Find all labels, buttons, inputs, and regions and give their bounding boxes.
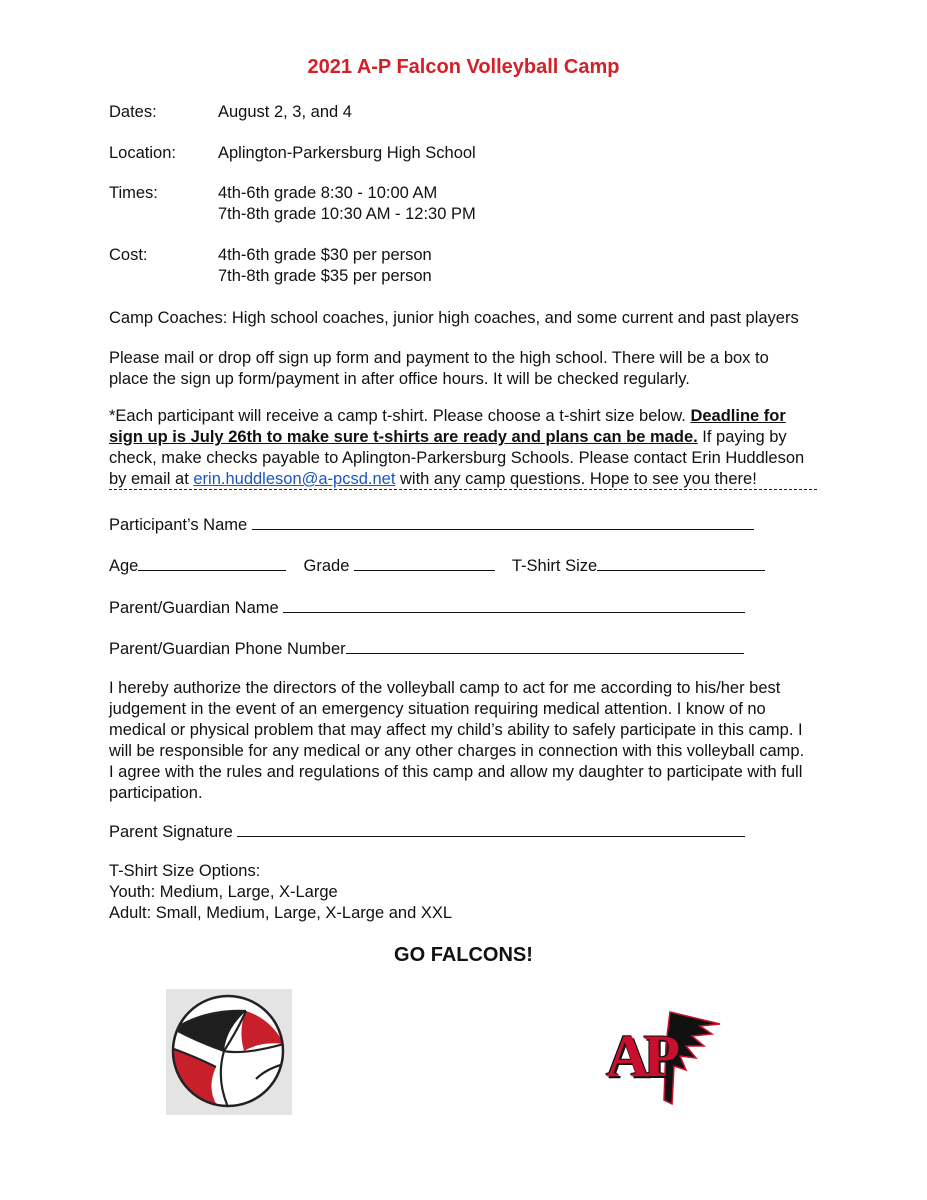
participant-name-row xyxy=(109,513,754,535)
signature-label: Parent Signature xyxy=(109,823,238,841)
tshirt-line-4-post: with any camp questions. Hope to see you there! xyxy=(395,470,757,488)
dates-label: Dates: xyxy=(109,103,157,121)
tshirt-line-3: check, make checks payable to Aplington-Parkersburg Schools. Please contact Erin Huddleson xyxy=(109,449,805,467)
tshirt-size-label: T-Shirt Size xyxy=(511,557,598,575)
dates-value: August 2, 3, and 4 xyxy=(218,103,352,121)
age-label: Age xyxy=(109,557,139,575)
mail-line-1: Please mail or drop off sign up form and payment to the high school. There will be a box to xyxy=(109,349,769,367)
signature-row xyxy=(109,820,745,842)
page-title: 2021 A-P Falcon Volleyball Camp xyxy=(307,56,620,78)
parent-name-row xyxy=(109,596,745,618)
participant-name-label: Participant’s Name xyxy=(109,516,252,534)
youth-sizes: Youth: Medium, Large, X-Large xyxy=(109,883,338,901)
waiver-line-4: will be responsible for any medical or any other charges in connection with this volleyball camp. xyxy=(109,742,805,760)
tshirt-line-4-pre: by email at xyxy=(109,470,194,488)
coaches-text: Camp Coaches: High school coaches, junior high coaches, and some current and past players xyxy=(109,309,799,327)
parent-name-label: Parent/Guardian Name xyxy=(109,599,284,617)
deadline-text-2: sign up is July 26th to make sure t-shirts are ready and plans can be made. xyxy=(109,428,698,446)
size-options xyxy=(109,861,829,924)
adult-sizes: Adult: Small, Medium, Large, X-Large and XXL xyxy=(109,904,453,922)
grade-label: Grade xyxy=(303,557,354,575)
ap-falcon-logo xyxy=(600,1004,730,1108)
parent-phone-row xyxy=(109,637,744,659)
waiver-line-3: medical or physical problem that may affect my child’s ability to safely participate in this camp. I xyxy=(109,721,803,739)
waiver-line-2: judgement in the event of an emergency situation requiring medical attention. I know of no xyxy=(109,700,766,718)
tshirt-paragraph xyxy=(109,406,829,490)
location-value: Aplington-Parkersburg High School xyxy=(218,144,476,162)
cut-line-divider xyxy=(109,489,817,490)
location-label: Location: xyxy=(109,144,176,162)
size-options-heading: T-Shirt Size Options: xyxy=(109,862,261,880)
ap-logo-text: AP xyxy=(606,1023,674,1089)
waiver-paragraph xyxy=(109,678,829,804)
waiver-line-1: I hereby authorize the directors of the volleyball camp to act for me according to his/her best xyxy=(109,679,781,697)
signature-field[interactable] xyxy=(237,820,745,837)
cost-line-2: 7th-8th grade $35 per person xyxy=(218,267,432,285)
tshirt-size-field[interactable] xyxy=(597,554,765,571)
waiver-line-5: I agree with the rules and regulations of this camp and allow my daughter to participate with full xyxy=(109,763,803,781)
parent-phone-label: Parent/Guardian Phone Number xyxy=(109,640,346,658)
tshirt-line-2-text: If paying by xyxy=(697,428,787,446)
waiver-line-6: participation. xyxy=(109,784,203,802)
cost-label: Cost: xyxy=(109,246,148,264)
volleyball-image xyxy=(166,989,292,1115)
parent-name-field[interactable] xyxy=(283,596,745,613)
times-line-1: 4th-6th grade 8:30 - 10:00 AM xyxy=(218,184,438,202)
cost-line-1: 4th-6th grade $30 per person xyxy=(218,246,432,264)
participant-name-field[interactable] xyxy=(252,513,754,530)
age-grade-row xyxy=(109,554,765,576)
age-field[interactable] xyxy=(138,554,286,571)
email-link[interactable]: erin.huddleson@a-pcsd.net xyxy=(193,470,396,488)
deadline-text-1: Deadline for xyxy=(690,407,786,425)
mail-paragraph xyxy=(109,348,829,390)
times-label: Times: xyxy=(109,184,158,202)
mail-line-2: place the sign up form/payment in after office hours. It will be checked regularly. xyxy=(109,370,690,388)
grade-field[interactable] xyxy=(354,554,495,571)
parent-phone-field[interactable] xyxy=(346,637,744,654)
volleyball-icon xyxy=(166,989,292,1115)
times-line-2: 7th-8th grade 10:30 AM - 12:30 PM xyxy=(218,205,476,223)
go-falcons-slogan: GO FALCONS! xyxy=(394,944,533,966)
tshirt-line-1-text: *Each participant will receive a camp t-shirt. Please choose a t-shirt size below. xyxy=(109,407,691,425)
